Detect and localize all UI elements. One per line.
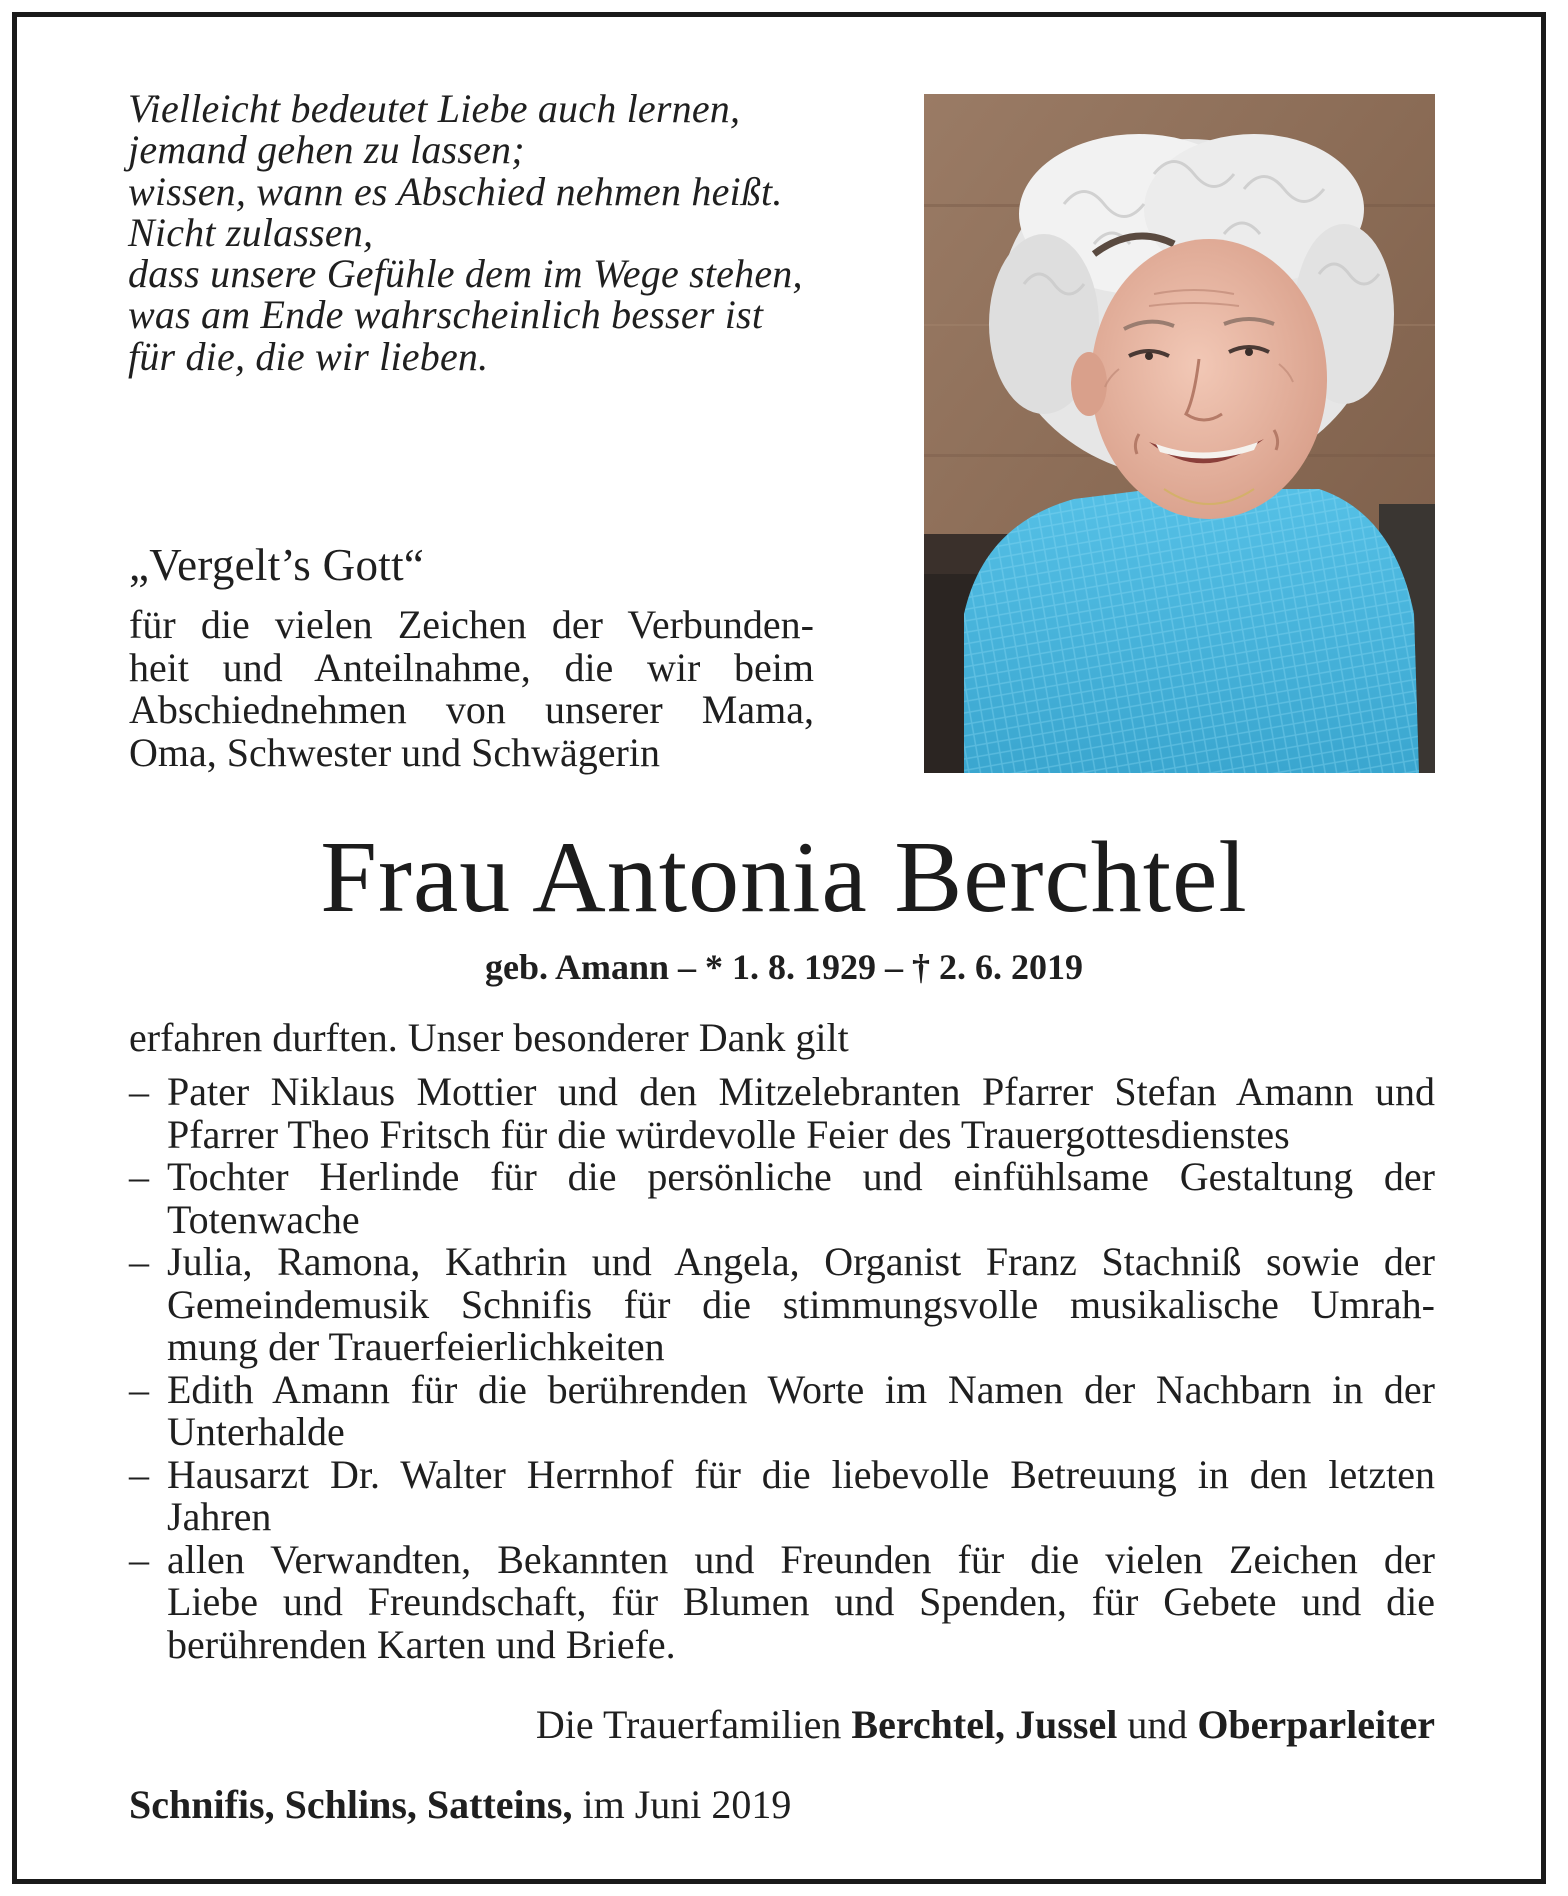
poem-line: was am Ende wahrscheinlich besser ist [128,292,764,338]
thanks-list-line: berührenden Karten und Briefe. [167,1621,676,1667]
thanks-list-item [129,1071,1435,1156]
family-signature [536,1700,1435,1750]
thanks-list-line: allen Verwandten, Bekannten und Freunden für die vielen Zeichen der [167,1536,1435,1582]
thanks-list-item [129,1451,1435,1539]
deceased-name: Frau Antonia Berchtel [320,821,1248,934]
date: im Juni 2019 [582,1782,792,1827]
dash-bullet: – [129,1451,149,1497]
poem [128,88,888,377]
places: Schnifis, Schlins, Satteins, [129,1782,573,1827]
dash-bullet: – [129,1154,149,1199]
signature-prefix: Die Trauerfamilien [535,1702,842,1747]
thanks-list-line: Jahren [167,1494,272,1539]
thanks-list-line: mung der Trauerfeierlichkeiten [167,1324,665,1369]
deceased-dates: geb. Amann – * 1. 8. 1929 – † 2. 6. 2019 [484,947,1084,987]
thanks-list-item [129,1241,1435,1369]
signature-family-2: Oberparleiter [1197,1702,1435,1747]
thanks-list-line: Gemeindemusik Schnifis für die stimmungsvolle musikalische Umrah- [167,1281,1435,1327]
dash-bullet: – [129,1239,149,1284]
thanks-list-line: Liebe und Freundschaft, für Blumen und Spenden, für Gebete und die [167,1579,1435,1624]
poem-line: dass unsere Gefühle dem im Wege stehen, [128,251,803,297]
poem-line: Nicht zulassen, [128,209,374,255]
thanks-intro-line: Abschiednehmen von unserer Mama, [129,687,814,732]
dash-bullet: – [129,1366,149,1412]
thanks-list-line: Tochter Herlinde für die persönliche und einfühlsame Gestaltung der [167,1154,1435,1199]
thanks-heading: „Vergelt’s Gott“ [129,540,425,590]
place-and-date [129,1780,791,1830]
dash-bullet: – [129,1069,149,1114]
thanks-intro [129,604,814,774]
poem-line: wissen, wann es Abschied nehmen heißt. [128,168,783,214]
thanks-list-line: Totenwache [167,1196,360,1242]
thanks-list-item [129,1156,1435,1241]
thanks-intro-line: Oma, Schwester und Schwägerin [129,729,660,775]
thanks-intro-line: heit und Anteilnahme, die wir beim [129,644,814,690]
thanks-list-line: Hausarzt Dr. Walter Herrnhof für die liebevolle Betreuung in den letzten [167,1451,1435,1497]
thanks-list-line: Julia, Ramona, Kathrin und Angela, Organist Franz Stachniß sowie der [167,1239,1435,1284]
signature-connector: und [1127,1702,1188,1747]
thanks-list-line: Pfarrer Theo Fritsch für die würdevolle Feier des Trauergottesdienstes [167,1111,1290,1157]
thanks-list-line: Unterhalde [167,1409,345,1454]
poem-line: für die, die wir lieben. [128,333,489,379]
thanks-list [129,1071,1435,1666]
thanks-list-line: Edith Amann für die berührenden Worte im Namen der Nachbarn in der [167,1366,1435,1412]
poem-line: Vielleicht bedeutet Liebe auch lernen, [128,86,741,131]
signature-family-1: Berchtel, Jussel [851,1702,1118,1747]
dash-bullet: – [129,1536,149,1582]
thanks-list-line: Pater Niklaus Mottier und den Mitzelebranten Pfarrer Stefan Amann und [167,1069,1435,1114]
portrait-photo [924,94,1435,773]
thanks-list-item [129,1536,1435,1667]
poem-line: jemand gehen zu lassen; [128,127,525,173]
thanks-intro-line: für die vielen Zeichen der Verbunden- [129,602,814,647]
thanks-lead: erfahren durften. Unser besonderer Dank gilt [129,1015,849,1060]
thanks-list-item [129,1366,1435,1454]
